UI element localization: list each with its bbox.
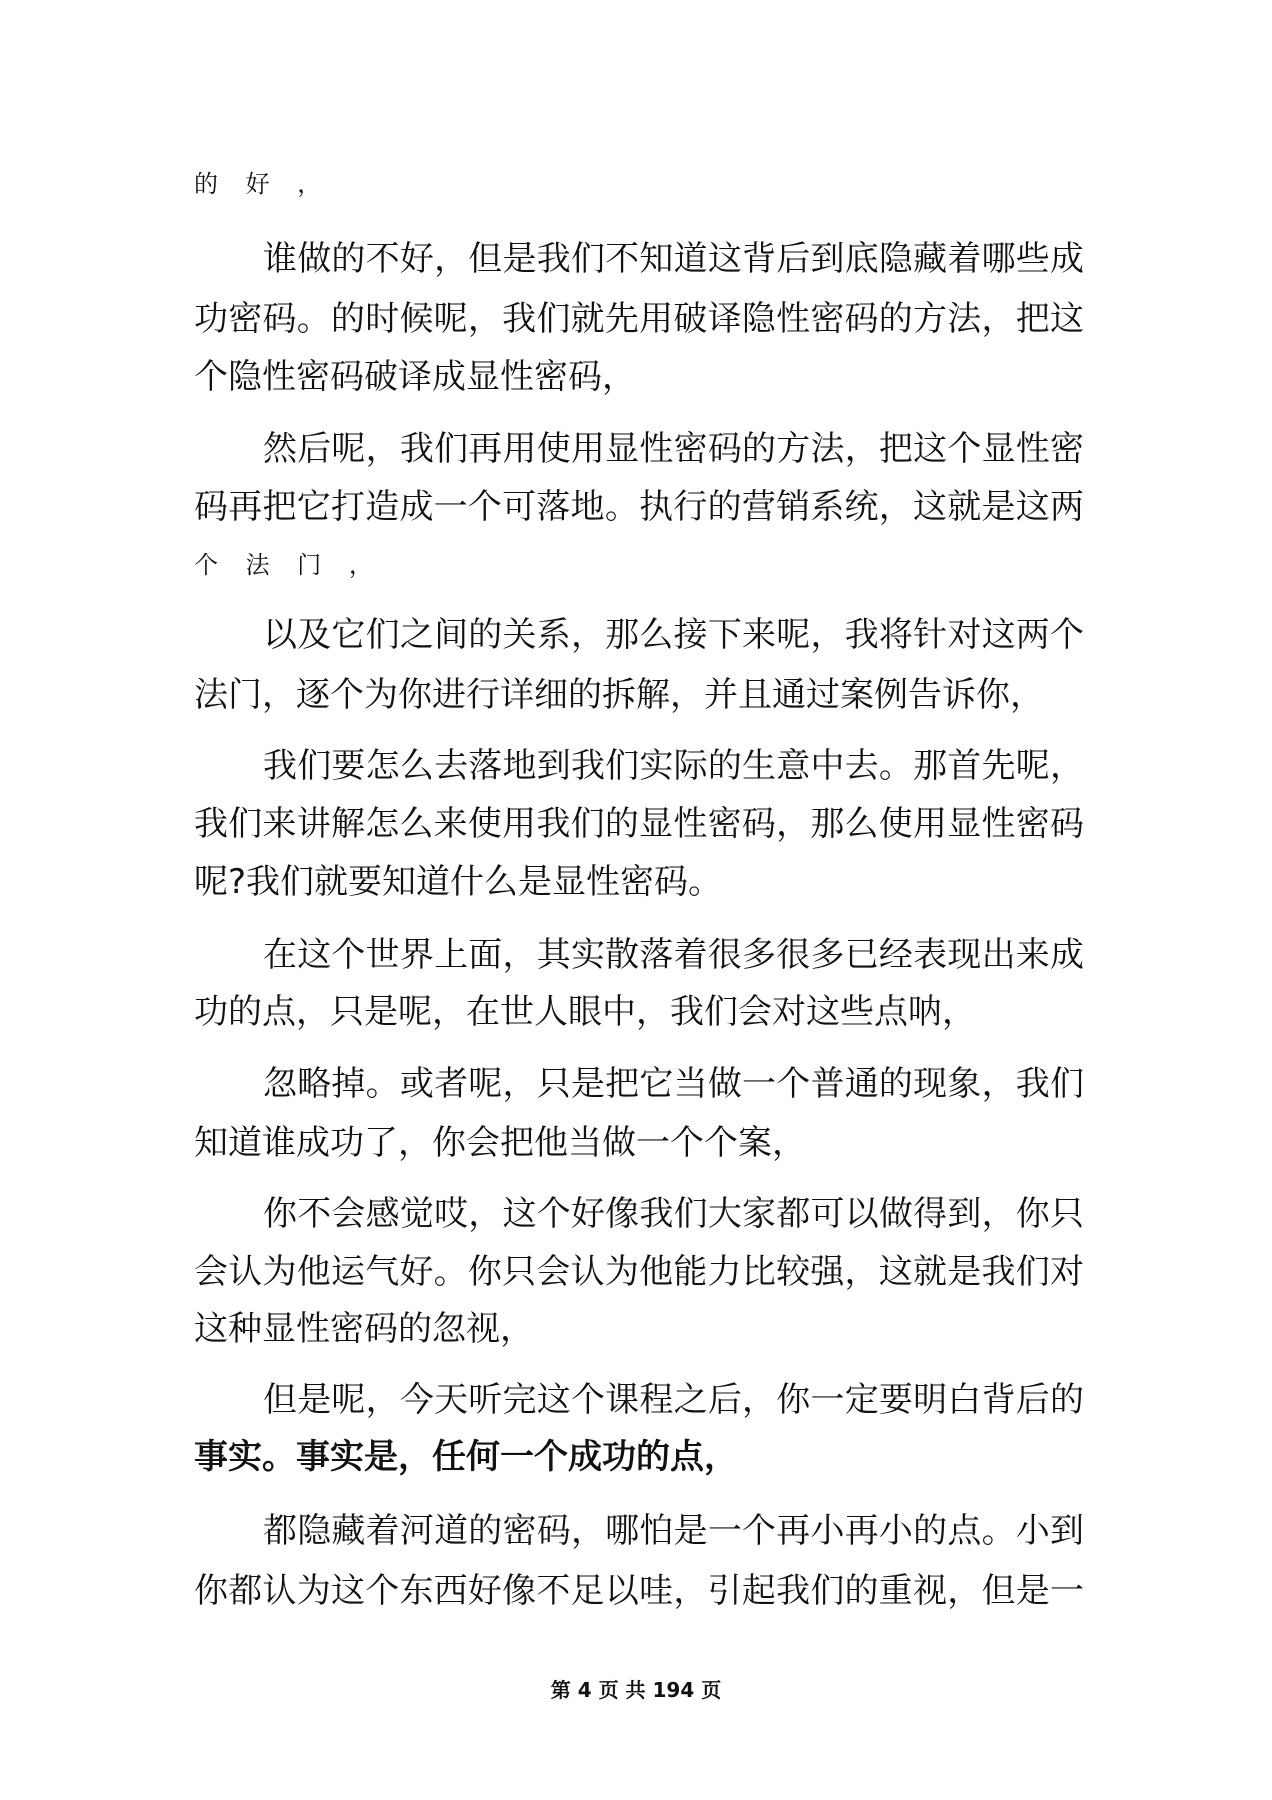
- paragraph-line: 的 好 ，: [194, 170, 332, 198]
- paragraph-line: 在这个世界上面，其实散落着很多很多已经表现出来成: [263, 935, 1084, 975]
- paragraph-line: 个隐性密码破译成显性密码，: [194, 357, 636, 397]
- paragraph-line: 以及它们之间的关系，那么接下来呢，我将针对这两个: [263, 615, 1084, 655]
- paragraph-line: 功密码。的时候呢，我们就先用破译隐性密码的方法，把这: [194, 299, 1084, 339]
- paragraph-line: 这种显性密码的忽视，: [194, 1309, 534, 1349]
- paragraph-line: 码再把它打造成一个可落地。执行的营销系统，这就是这两: [194, 487, 1084, 527]
- paragraph-line: 谁做的不好，但是我们不知道这背后到底隐藏着哪些成: [263, 239, 1084, 279]
- paragraph-line: 但是呢，今天听完这个课程之后，你一定要明白背后的: [263, 1380, 1084, 1420]
- paragraph-line: 功的点，只是呢，在世人眼中，我们会对这些点呐，: [194, 992, 976, 1032]
- paragraph-line: 我们要怎么去落地到我们实际的生意中去。那首先呢，: [263, 746, 1084, 786]
- page-number-footer: 第 4 页 共 194 页: [550, 1678, 722, 1702]
- paragraph-line: 然后呢，我们再用使用显性密码的方法，把这个显性密: [263, 429, 1084, 469]
- paragraph-line: 呢?我们就要知道什么是显性密码。: [194, 862, 723, 902]
- paragraph-line: 你都认为这个东西好像不足以哇，引起我们的重视，但是一: [194, 1571, 1084, 1611]
- paragraph-line: 我们来讲解怎么来使用我们的显性密码，那么使用显性密码: [194, 804, 1084, 844]
- paragraph-line: 忽略掉。或者呢，只是把它当做一个普通的现象，我们: [263, 1064, 1084, 1104]
- paragraph-line: 知道谁成功了，你会把他当做一个个案，: [194, 1123, 806, 1163]
- paragraph-line: 个 法 门 ，: [194, 551, 383, 579]
- paragraph-line: 法门，逐个为你进行详细的拆解，并且通过案例告诉你，: [194, 675, 1044, 715]
- paragraph-line: 你不会感觉哎，这个好像我们大家都可以做得到，你只: [263, 1194, 1084, 1234]
- paragraph-line: 都隐藏着河道的密码，哪怕是一个再小再小的点。小到: [263, 1511, 1084, 1551]
- paragraph-line: 会认为他运气好。你只会认为他能力比较强，这就是我们对: [194, 1252, 1084, 1292]
- paragraph-line-bold: 事实。事实是，任何一个成功的点，: [194, 1437, 738, 1477]
